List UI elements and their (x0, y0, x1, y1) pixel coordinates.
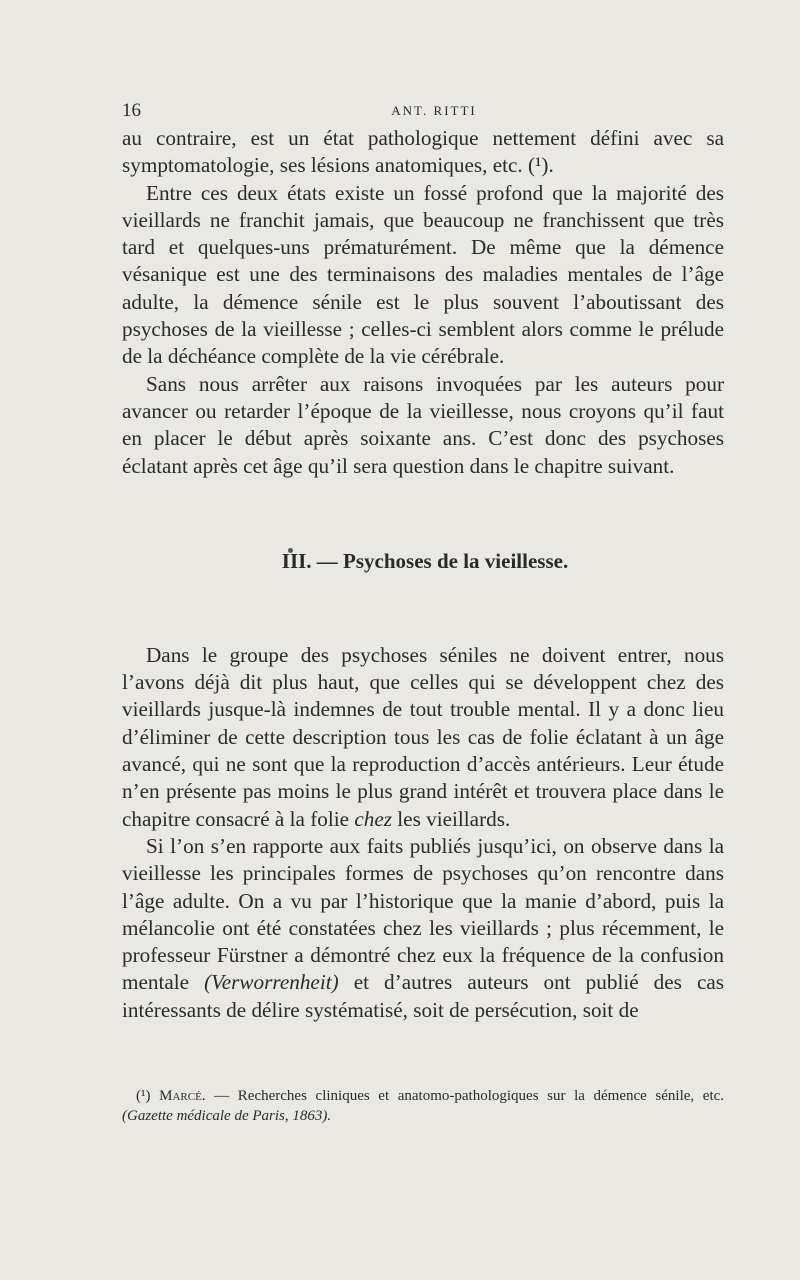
paragraph-text: les vieillards. (397, 806, 511, 831)
body-text (122, 125, 724, 1024)
paragraph (122, 642, 724, 833)
italic-term: (Verworrenheit) (204, 970, 339, 995)
running-head: ANT. RITTI (391, 103, 477, 118)
paragraph (122, 833, 724, 1024)
paragraph-text: Si l’on s’en rapporte aux faits publiés jusqu’ici, on observe dans la vieillesse les principales formes de psychoses qu’on rencontre dans l’âge adulte. On a vu par l’historique que la manie d’abord, puis la mélancolie ont été constatées chez les vieillards ; plus récemment, le professeur Fürstner a démontré chez eux la fréquence de la confusion mentale (122, 833, 724, 995)
page-header (122, 100, 724, 124)
section-title: III. — Psychoses de la vieillesse. (281, 548, 569, 573)
footnote-author: Marcé. (159, 1088, 206, 1104)
paragraph: Entre ces deux états existe un fossé profond que la majorité des vieillards ne franchit jamais, que beaucoup ne franchissent que très tard et quelques-uns prématurément. De même que la démence vésanique est une des terminaisons des maladies mentales de l’âge adulte, la démence sénile est le plus souvent l’aboutissant des psychoses de la vieillesse ; celles-ci semblent alors comme le prélude de la déchéance complète de la vie cérébrale. (122, 180, 724, 369)
paragraph-text: Dans le groupe des psychoses séniles ne doivent entrer, nous l’avons déjà dit plus haut, que celles qui se développent chez des vieillards jusque-là indemnes de tout trouble mental. Il y a donc lieu d’éliminer de cette description tous les cas de folie éclatant à un âge avancé, qui ne sont que la reproduction d’accès antérieurs. Leur étude n’en présente pas moins le plus grand intérêt et trouvera place dans le chapitre consacré à la folie (122, 642, 724, 831)
footnote-marker: (¹) (136, 1088, 151, 1104)
footnote-source: (Gazette médicale de Paris, 1863). (122, 1108, 332, 1124)
paragraph-continued: au contraire, est un état pathologique nettement défini avec sa symptomatologie, ses lésions anatomiques, etc. (¹). (122, 126, 724, 178)
italic-word: chez (354, 806, 392, 831)
footnote (122, 1086, 724, 1126)
paragraph-text: et d’autres auteurs ont publié des cas intéressants de délire systématisé, soit de persécution, soit de (122, 970, 725, 1022)
paragraph: Sans nous arrêter aux raisons invoquées par les auteurs pour avancer ou retarder l’époque de la vieillesse, nous croyons qu’il faut en placer le début après soixante ans. C’est donc des psychoses éclatant après cet âge qu’il sera question dans le chapitre suivant. (122, 371, 724, 478)
page-number: 16 (122, 100, 141, 121)
footnote-text: — Recherches cliniques et anatomo-pathologiques sur la démence sénile, etc. (214, 1088, 725, 1104)
